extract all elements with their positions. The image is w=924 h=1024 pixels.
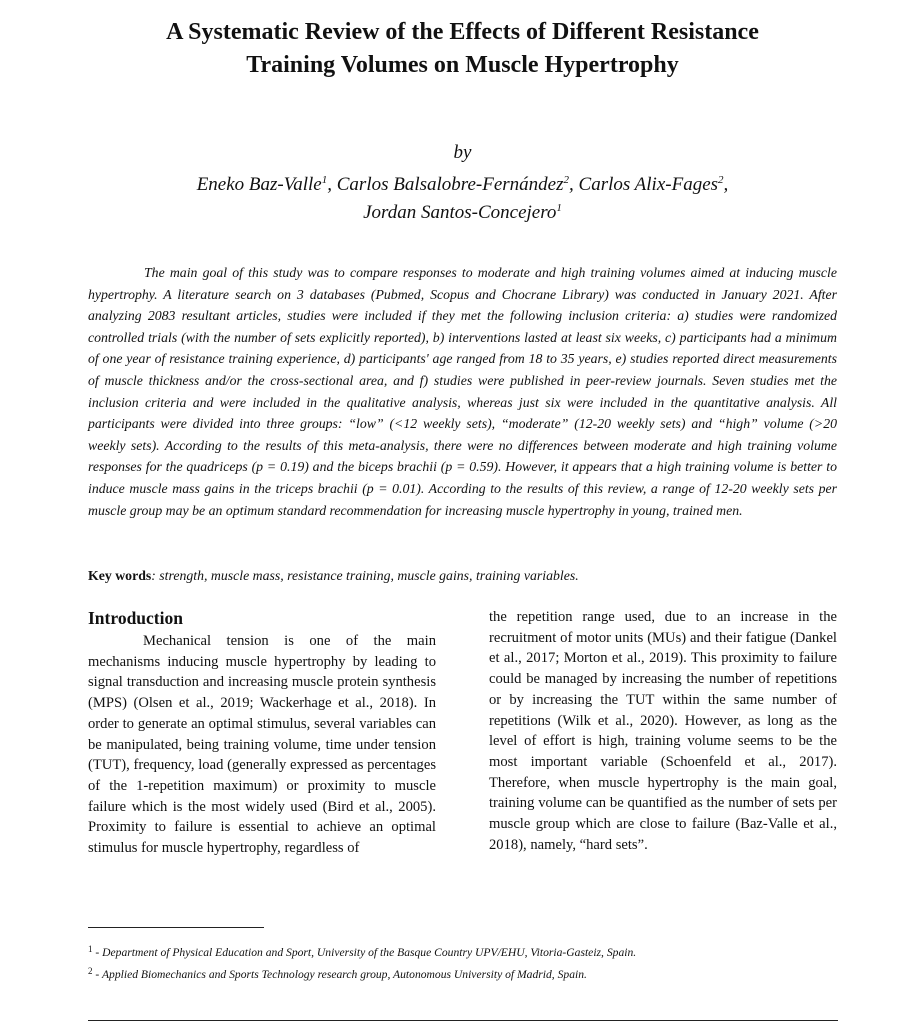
author-name: Jordan Santos-Concejero xyxy=(363,202,557,223)
introduction-paragraph-left: Mechanical tension is one of the main mechanisms inducing muscle hypertrophy by leading to signal transduction and increasing muscle protein synthesis (MPS) (Olsen et al., 2019; Wackerhage et al., 2018). In order to generate an optimal stimulus, several variables can be manipulated, being training volume, time under tension (TUT), frequency, load (generally expressed as percentages of the 1-repetition maximum) or proximity to muscle failure which is the most widely used (Bird et al., 2005). Proximity to failure is essential to achieve an optimal stimulus for muscle hypertrophy, regardless of xyxy=(88,633,436,857)
abstract: The main goal of this study was to compare responses to moderate and high training volumes aimed at inducing muscle hypertrophy. A literature search on 3 databases (Pubmed, Scopus and Chocrane Library) was conducted in January 2021. After analyzing 2083 resultant articles, studies were included if they met the following inclusion criteria: a) studies were randomized controlled trials (with the number of sets explicitly reported), b) interventions lasted at least six weeks, c) participants had a minimum of one year of resistance training experience, d) participants' age ranged from 18 to 35 years, e) studies reported direct measurements of muscle thickness and/or the cross-sectional area, and f) studies were published in peer-review journals. Seven studies met the inclusion criteria and were included in the qualitative analysis, whereas just six were included in the quantitative analysis. All participants were divided into three groups: “low” (<12 weekly sets), “moderate” (12-20 weekly sets) and “high” volume (>20 weekly sets). According to the results of this meta-analysis, there were no differences between moderate and high training volume responses for the quadriceps (p = 0.19) and the biceps brachii (p = 0.59). However, it appears that a high training volume is better to induce muscle mass gains in the triceps brachii (p = 0.01). According to the results of this review, a range of 12-20 weekly sets per muscle group may be an optimum standard recommendation for increasing muscle hypertrophy in young, trained men. xyxy=(88,265,837,518)
keywords xyxy=(88,566,837,586)
title-line-1: A Systematic Review of the Effects of Different Resistance xyxy=(166,19,759,45)
author-name: Carlos Alix-Fages xyxy=(578,174,719,195)
keywords-text: : strength, muscle mass, resistance training, muscle gains, training variables. xyxy=(151,568,579,583)
footnote-number: 2 xyxy=(88,966,93,976)
author-affiliation: 2 xyxy=(718,174,724,186)
page-bottom-rule xyxy=(88,1020,838,1021)
author-line-1 xyxy=(90,171,835,199)
footnote-2 xyxy=(88,962,837,984)
author-affiliation: 1 xyxy=(321,174,328,186)
author-affiliation: 1 xyxy=(556,202,562,214)
title-line-2: Training Volumes on Muscle Hypertrophy xyxy=(246,52,679,78)
right-column xyxy=(489,607,837,855)
author-separator: , xyxy=(327,174,337,195)
footnote-1 xyxy=(88,940,837,962)
author-affiliation: 2 xyxy=(563,174,570,186)
footnotes xyxy=(88,940,837,984)
introduction-heading: Introduction xyxy=(88,608,183,628)
author-separator: , xyxy=(569,174,579,195)
footnote-divider xyxy=(88,927,264,928)
author-line-2 xyxy=(90,199,835,227)
author-name: Carlos Balsalobre-Fernández xyxy=(336,174,564,195)
paper-title xyxy=(90,16,835,82)
author-list xyxy=(90,171,835,227)
keywords-label: Key words xyxy=(88,568,152,583)
footnote-text: - Applied Biomechanics and Sports Technology research group, Autonomous University of Madrid, Spain. xyxy=(92,968,587,981)
footnote-text: - Department of Physical Education and Sport, University of the Basque Country UPV/EHU, Vitoria-Gasteiz, Spain. xyxy=(92,946,637,959)
byline: by xyxy=(453,142,472,163)
footnote-number: 1 xyxy=(88,944,93,954)
author-separator: , xyxy=(723,174,729,195)
author-name: Eneko Baz-Valle xyxy=(196,174,322,195)
introduction-paragraph-right: the repetition range used, due to an increase in the recruitment of motor units (MUs) and their fatigue (Dankel et al., 2017; Morton et al., 2019). This proximity to failure could be managed by increasing the number of repetitions or by increasing the TUT within the same number of repetitions (Wilk et al., 2020). However, as long as the level of effort is high, training volume seems to be the most important variable (Schoenfeld et al., 2017). Therefore, when muscle hypertrophy is the main goal, training volume can be quantified as the number of sets per muscle group which are close to failure (Baz-Valle et al., 2018), namely, “hard sets”. xyxy=(489,609,837,853)
left-column xyxy=(88,605,436,859)
